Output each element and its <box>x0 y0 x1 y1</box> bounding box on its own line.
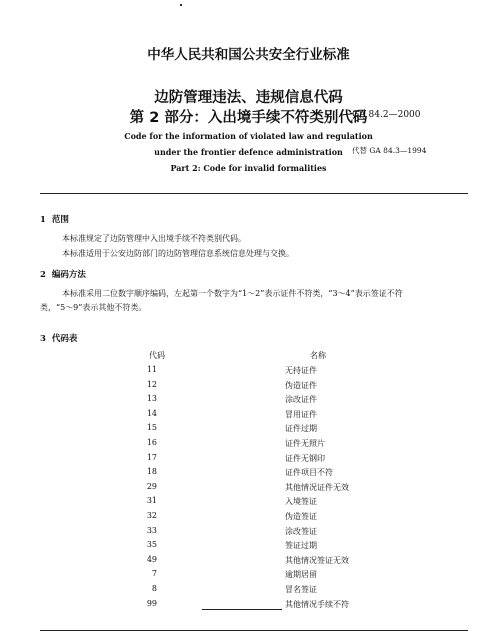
section-title: 范围 <box>51 215 69 225</box>
code-cell: 33 <box>146 525 157 535</box>
code-cell: 13 <box>146 394 157 404</box>
name-cell: 伪造证件 <box>285 380 317 390</box>
table-row <box>137 482 397 494</box>
english-title-line3: Part 2: Code for invalid formalities <box>170 163 327 173</box>
name-cell: 伪造签证 <box>285 512 317 521</box>
document-title-line2: 第 2 部分：入出境手续不符类别代码 <box>129 110 368 126</box>
document-title-line1: 边防管理违法、违规信息代码 <box>154 90 343 106</box>
code-cell: 18 <box>146 467 157 477</box>
table-row <box>137 584 397 596</box>
name-cell: 涂改签证 <box>285 526 317 536</box>
table-header-code: 代码 <box>149 351 165 360</box>
table-row <box>137 467 397 479</box>
table-row <box>137 569 397 581</box>
english-title-line2: under the frontier defence administration <box>154 147 343 157</box>
section-number: 2 <box>40 270 46 280</box>
replaces-standard: 代替 GA 84.3—1994 <box>352 146 427 155</box>
table-row <box>137 423 397 435</box>
section-2-paragraph-1: 本标准采用二位数字顺序编码，左起第一个数字为“1～2”表示证件不符类，“3～4”表示签证不符 <box>62 289 403 298</box>
section-2-paragraph-2: 类，“5～9”表示其他不符类。 <box>40 303 147 312</box>
code-cell: 15 <box>146 423 157 433</box>
table-row <box>137 511 397 523</box>
table-row <box>137 496 397 508</box>
scan-speck <box>180 4 182 6</box>
section-title: 代码表 <box>51 334 78 344</box>
section-number: 1 <box>40 215 46 225</box>
table-row <box>137 438 397 450</box>
table-row <box>137 526 397 538</box>
standard-category: 中华人民共和国公共安全行业标准 <box>147 47 350 63</box>
name-cell: 证件无钢印 <box>285 453 325 463</box>
code-cell: 32 <box>146 511 157 520</box>
section-1-heading <box>40 213 69 225</box>
code-cell: 16 <box>146 438 157 447</box>
name-cell: 入境签证 <box>285 497 317 507</box>
end-of-text-rule <box>202 609 282 610</box>
code-cell: 29 <box>146 481 157 491</box>
section-2-heading <box>40 268 86 280</box>
footer-divider <box>40 630 468 631</box>
code-cell: 14 <box>146 408 157 418</box>
code-cell: 99 <box>146 598 157 608</box>
name-cell: 无持证件 <box>285 366 317 375</box>
name-cell: 其他情况证件无效 <box>285 482 349 492</box>
english-title-line1: Code for the information of violated law and regulation <box>124 131 373 141</box>
standard-number: GA 84.2—2000 <box>352 110 421 120</box>
code-cell: 12 <box>146 379 157 389</box>
code-cell: 11 <box>146 365 157 374</box>
section-3-heading <box>40 332 77 344</box>
section-1-paragraph-1: 本标准规定了边防管理中入出境手续不符类别代码。 <box>62 234 246 243</box>
section-title: 编码方法 <box>51 270 86 280</box>
table-row <box>137 365 397 377</box>
header-divider <box>40 193 468 194</box>
name-cell: 签证过期 <box>285 541 317 551</box>
table-row <box>137 380 397 392</box>
table-row <box>137 409 397 421</box>
code-cell: 31 <box>146 496 157 506</box>
name-cell: 冒名签证 <box>285 585 317 594</box>
name-cell: 其他情况手续不符 <box>285 599 349 609</box>
code-cell: 35 <box>146 540 157 550</box>
code-cell: 49 <box>146 554 157 564</box>
table-row <box>137 453 397 465</box>
name-cell: 其他情况签证无效 <box>285 555 349 565</box>
name-cell: 证件项目不符 <box>285 468 333 478</box>
code-cell: 17 <box>146 452 157 462</box>
table-row <box>137 394 397 406</box>
section-number: 3 <box>40 334 46 344</box>
section-1-paragraph-2: 本标准适用于公安边防部门的边防管理信息系统信息处理与交换。 <box>62 249 294 258</box>
name-cell: 证件无照片 <box>285 439 325 448</box>
code-cell: 8 <box>151 584 157 593</box>
table-header-name: 名称 <box>310 351 326 360</box>
name-cell: 涂改证件 <box>285 395 317 405</box>
code-cell: 7 <box>151 569 157 579</box>
name-cell: 证件过期 <box>285 424 317 434</box>
table-row <box>137 555 397 567</box>
table-row <box>137 540 397 552</box>
name-cell: 冒用证件 <box>285 409 317 419</box>
name-cell: 逾期居留 <box>285 570 317 580</box>
